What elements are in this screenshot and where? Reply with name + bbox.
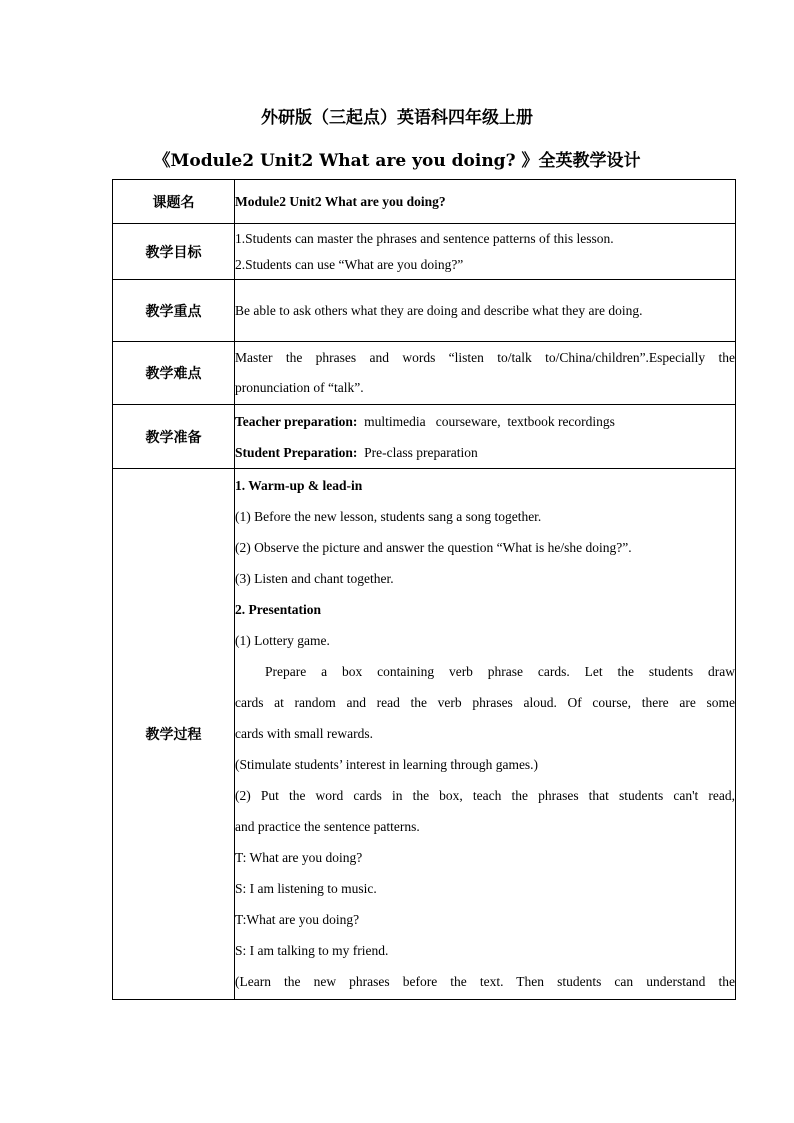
process-heading: 1. Warm-up & lead-in [235,478,363,493]
table-row-objectives [113,224,736,280]
student-preparation-value: Pre-class preparation [357,444,478,460]
document-title: 外研版（三起点）英语科四年级上册 [261,108,533,128]
process-line: (3) Listen and chant together. [235,571,394,586]
process-line: (Learn the new phrases before the text. Then students can understand the [235,974,735,989]
process-line: (1) Before the new lesson, students sang a song together. [235,509,542,524]
key-points-value: Be able to ask others what they are doing and describe what they are doing. [235,280,736,342]
teacher-preparation-label: Teacher preparation: [235,413,358,429]
process-line: (2) Put the word cards in the box, teach the phrases that students can't read, [235,788,735,803]
process-line: (Stimulate students’ interest in learning through games.) [235,757,539,772]
process-line: S: I am talking to my friend. [235,943,389,958]
preparation-value [235,405,736,469]
process-label: 教学过程 [113,469,235,1000]
key-points-label: 教学重点 [113,280,235,342]
objectives-label: 教学目标 [113,224,235,280]
process-line: (2) Observe the picture and answer the question “What is he/she doing?”. [235,540,632,555]
teacher-preparation-value: multimedia courseware, textbook recordings [357,413,615,429]
teacher-preparation-line [235,406,735,437]
topic-value: Module2 Unit2 What are you doing? [235,180,736,224]
preparation-label: 教学准备 [113,405,235,469]
topic-label: 课题名 [113,180,235,224]
table-row-preparation [113,405,736,469]
table-row-process [113,469,736,1000]
process-value [235,469,736,1000]
process-line: (1) Lottery game. [235,633,330,648]
lesson-plan-table [112,179,736,1000]
student-preparation-line [235,437,735,468]
process-line: T:What are you doing? [235,912,360,927]
process-line: and practice the sentence patterns. [235,819,420,834]
process-line: cards with small rewards. [235,726,373,741]
difficulties-value [235,342,736,405]
table-row-key-points [113,280,736,342]
process-line: cards at random and read the verb phrases aloud. Of course, there are some [235,695,735,710]
table-row-topic [113,180,736,224]
table-row-difficulties [113,342,736,405]
objectives-value [235,224,736,280]
objective-line: 2.Students can use “What are you doing?” [235,256,464,272]
process-line: T: What are you doing? [235,850,363,865]
process-line: S: I am listening to music. [235,881,377,896]
difficulty-line: Master the phrases and words “listen to/talk to/China/children”.Especially the [235,350,735,365]
student-preparation-label: Student Preparation: [235,444,358,460]
objective-line: 1.Students can master the phrases and sentence patterns of this lesson. [235,230,614,246]
document-subtitle: 《Module2 Unit2 What are you doing? 》全英教学设计 [153,151,641,171]
process-heading: 2. Presentation [235,602,321,617]
difficulty-line: pronunciation of “talk”. [235,380,364,395]
difficulties-label: 教学难点 [113,342,235,405]
process-line: Prepare a box containing verb phrase cards. Let the students draw [265,664,735,679]
